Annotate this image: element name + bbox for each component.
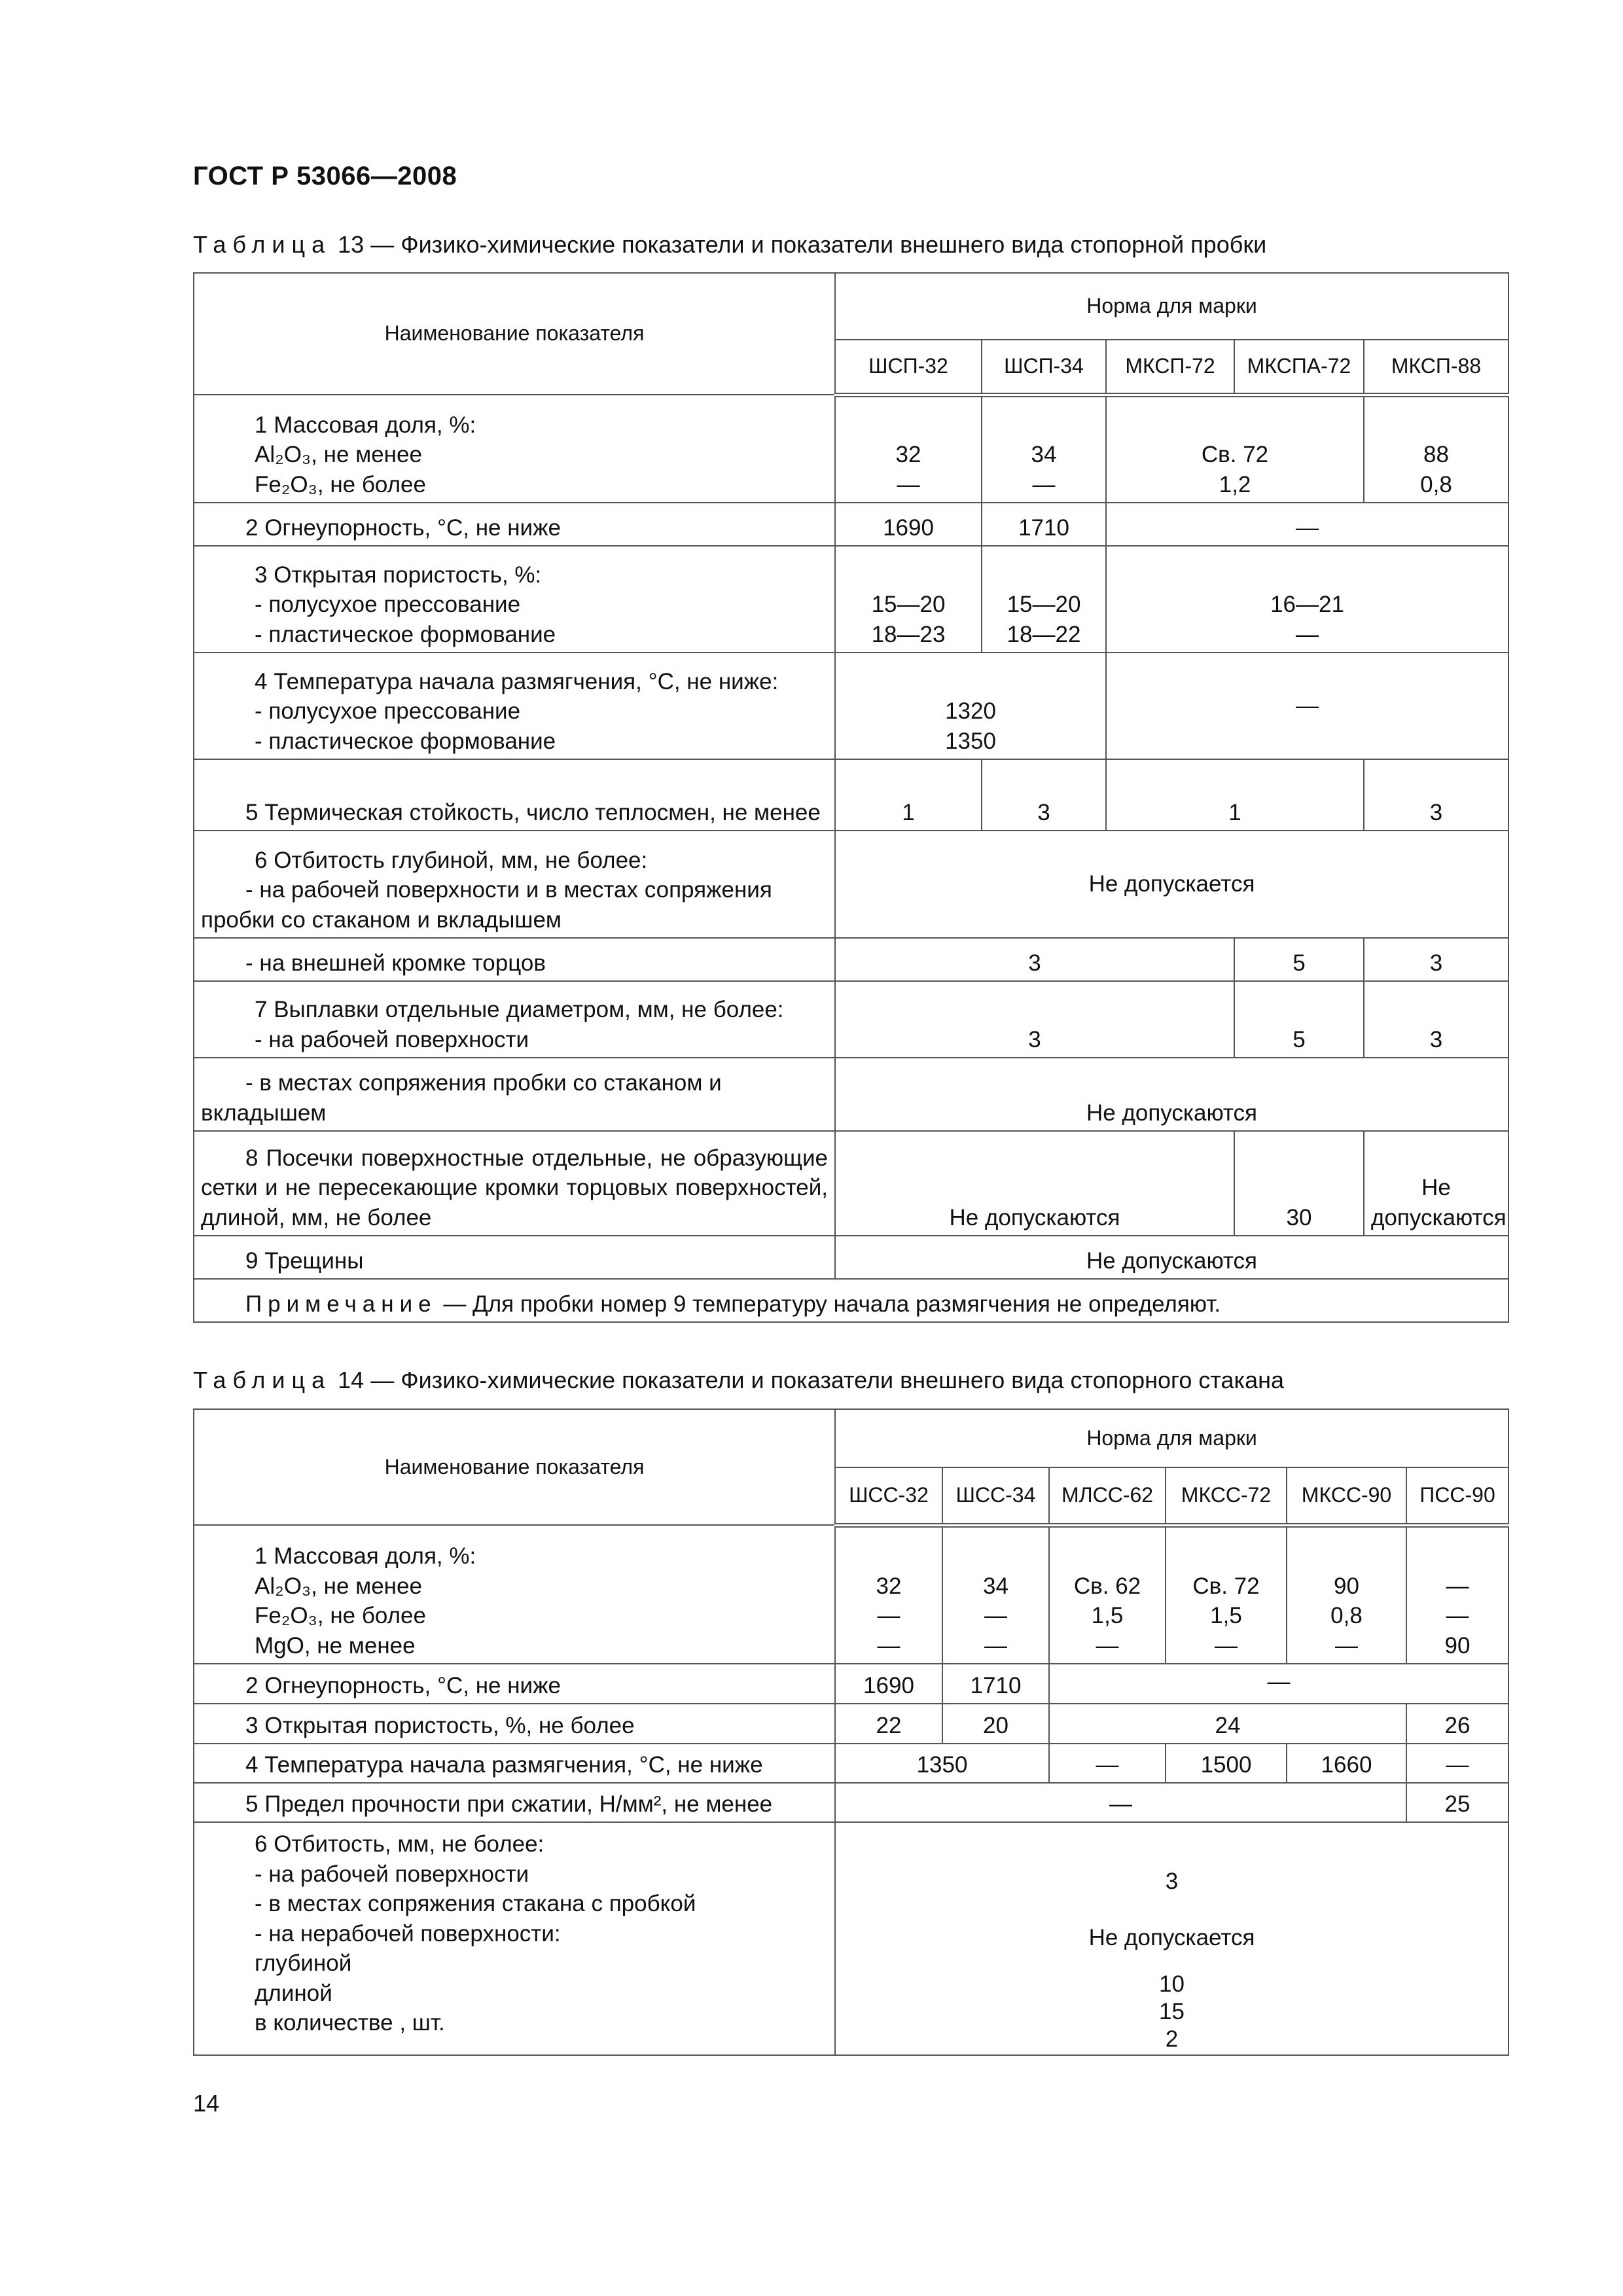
row-label-line: 6 Отбитость, мм, не более:	[255, 1831, 544, 1857]
table-cell: Не допускаются	[835, 1131, 1234, 1236]
cell-value: —	[1446, 1603, 1469, 1628]
grade-header: МКСПА-72	[1234, 340, 1364, 395]
grade-header: МКСС-90	[1287, 1467, 1406, 1525]
table-cell: 1	[1106, 759, 1364, 831]
table-cell	[1406, 1525, 1508, 1664]
table-cell: 1690	[835, 1664, 942, 1704]
document-code: ГОСТ Р 53066—2008	[193, 162, 457, 190]
table-cell: 1500	[1166, 1744, 1287, 1783]
table-row	[194, 1704, 1508, 1744]
cell-value: 90	[1334, 1573, 1359, 1599]
table-cell	[835, 1822, 1508, 2055]
cell-value: 18—22	[1007, 621, 1081, 647]
row-label-line: длиной	[255, 1980, 332, 2006]
table-cell: 5	[1234, 938, 1364, 981]
row-label: - на внешней кромке торцов	[194, 938, 835, 981]
grade-header: ПСС-90	[1406, 1467, 1508, 1525]
table13-head-row	[194, 273, 1508, 340]
table-row	[194, 759, 1508, 831]
grade-header: МКСП-88	[1364, 340, 1508, 395]
table-cell	[982, 546, 1106, 653]
row-label-line: - на нерабочей поверхности:	[255, 1920, 561, 1946]
grade-header: ШСС-32	[835, 1467, 942, 1525]
table-cell: 3	[982, 759, 1106, 831]
cell-value: Св. 62	[1073, 1573, 1141, 1599]
row-label	[194, 395, 835, 503]
table-cell: —	[1106, 653, 1508, 759]
cell-value: —	[1446, 1573, 1469, 1599]
cell-value: 1,2	[1219, 471, 1251, 497]
row-label: 3 Открытая пористость, %, не более	[194, 1704, 835, 1744]
table-cell	[835, 546, 982, 653]
table-cell	[1364, 395, 1508, 503]
table13-caption-text: 13 — Физико-химические показатели и показатели внешнего вида стопорной пробки	[331, 231, 1267, 258]
table14	[193, 1408, 1509, 2056]
table-row	[194, 981, 1508, 1058]
row-label: 2 Огнеупорность, °С, не ниже	[194, 1664, 835, 1704]
table14-head-norm: Норма для марки	[835, 1409, 1508, 1467]
table-row	[194, 1131, 1508, 1236]
cell-value: 32	[895, 442, 921, 467]
row-label-line: глубиной	[255, 1950, 352, 1976]
table-cell: 1710	[942, 1664, 1049, 1704]
cell-value: —	[1215, 1632, 1238, 1659]
row-label-line: - на рабочей поверхности и в местах сопряжения пробки со стаканом и вкладышем	[201, 877, 772, 933]
row-label-line: - полусухое прессование	[255, 698, 521, 724]
table-cell: 5	[1234, 981, 1364, 1058]
cell-value: 34	[983, 1573, 1008, 1599]
cell-value: —	[877, 1603, 901, 1628]
row-label-line: Al₂O₃, не менее	[255, 1573, 422, 1599]
table-cell: 25	[1406, 1783, 1508, 1822]
table-cell: Не допускаются	[835, 1058, 1508, 1131]
row-label: 5 Термическая стойкость, число теплосмен, не менее	[194, 759, 835, 831]
cell-value: Св. 72	[1201, 442, 1269, 467]
table-row	[194, 831, 1508, 938]
cell-value: 90	[1444, 1632, 1471, 1659]
cell-value: 1,5	[1091, 1603, 1124, 1628]
table-row	[194, 395, 1508, 503]
row-label-line: 4 Температура начала размягчения, °С, не ниже:	[255, 668, 779, 694]
table-cell: 22	[835, 1704, 942, 1744]
table-cell: 3	[1364, 938, 1508, 981]
cell-value: 15	[1159, 1999, 1185, 2024]
row-label-line: 7 Выплавки отдельные диаметром, мм, не более:	[255, 997, 784, 1022]
table-note	[194, 1279, 1508, 1322]
cell-value: —	[877, 1632, 901, 1659]
cell-value: —	[1032, 471, 1056, 497]
grade-header: МЛСС-62	[1049, 1467, 1166, 1525]
row-label	[194, 831, 835, 938]
table-cell	[835, 395, 982, 503]
grade-header: ШСС-34	[942, 1467, 1049, 1525]
table-cell: 3	[835, 981, 1234, 1058]
row-label-line: 3 Открытая пористость, %:	[255, 562, 542, 588]
table-cell: 1710	[982, 503, 1106, 546]
table-cell	[1106, 395, 1364, 503]
row-label-line: 1 Массовая доля, %:	[255, 412, 476, 438]
grade-header: ШСП-34	[982, 340, 1106, 395]
table13	[193, 272, 1509, 1323]
table-cell: —	[1049, 1664, 1508, 1704]
row-label: - в местах сопряжения пробки со стаканом и вкладышем	[194, 1058, 835, 1131]
row-label-line: - на рабочей поверхности	[255, 1026, 529, 1052]
table-cell	[1287, 1525, 1406, 1664]
table-cell: —	[1049, 1744, 1166, 1783]
table13-caption-word: Таблица	[193, 231, 332, 258]
table-row	[194, 546, 1508, 653]
row-label-line: Fe₂O₃, не более	[255, 1603, 426, 1628]
table-cell	[982, 395, 1106, 503]
note-text: — Для пробки номер 9 температуру начала размягчения не определяют.	[437, 1291, 1221, 1317]
table-cell: Не допускаются	[835, 1236, 1508, 1279]
row-label: 9 Трещины	[194, 1236, 835, 1279]
table-cell	[942, 1525, 1049, 1664]
table-cell: 20	[942, 1704, 1049, 1744]
page-number: 14	[193, 2090, 220, 2117]
cell-value: —	[1335, 1632, 1358, 1659]
table-cell: 1350	[835, 1744, 1049, 1783]
table-cell: 1	[835, 759, 982, 831]
row-label: 2 Огнеупорность, °С, не ниже	[194, 503, 835, 546]
table-cell: Не допускается	[835, 831, 1508, 938]
cell-value: 1320	[945, 698, 996, 724]
cell-value: Св. 72	[1192, 1573, 1260, 1599]
row-label	[194, 1822, 835, 2055]
cell-value: 3	[1165, 1869, 1179, 1894]
table13-head-norm: Норма для марки	[835, 273, 1508, 340]
table-cell: 30	[1234, 1131, 1364, 1236]
row-label-line: Fe₂O₃, не более	[255, 471, 426, 497]
row-label-line: - в местах сопряжения стакана с пробкой	[255, 1891, 696, 1916]
table-row	[194, 1236, 1508, 1279]
cell-value: 1350	[945, 728, 996, 754]
row-label-line: в количестве , шт.	[255, 2010, 445, 2036]
grade-header: ШСП-32	[835, 340, 982, 395]
cell-value: —	[984, 1632, 1007, 1659]
table-row	[194, 653, 1508, 759]
table13-head-name: Наименование показателя	[194, 273, 835, 395]
cell-value: —	[1096, 1632, 1119, 1659]
table-row	[194, 938, 1508, 981]
cell-value: 88	[1423, 442, 1449, 467]
cell-value: 15—20	[1007, 592, 1081, 617]
row-label	[194, 1525, 835, 1664]
cell-value: 18—23	[871, 621, 946, 647]
row-label: 5 Предел прочности при сжатии, Н/мм², не менее	[194, 1783, 835, 1822]
table-cell: 3	[1364, 759, 1508, 831]
row-label-line: - на рабочей поверхности	[255, 1861, 529, 1887]
note-word: Примечание	[245, 1291, 437, 1317]
table-cell	[1049, 1525, 1166, 1664]
table-cell: 1690	[835, 503, 982, 546]
cell-value: —	[897, 471, 920, 497]
row-label	[194, 981, 835, 1058]
table-cell: —	[1406, 1744, 1508, 1783]
cell-value: —	[984, 1603, 1007, 1628]
table13-caption	[193, 231, 1266, 259]
table14-head-name: Наименование показателя	[194, 1409, 835, 1525]
table14-caption-word: Таблица	[193, 1367, 332, 1393]
cell-value: 32	[876, 1573, 902, 1599]
table-row	[194, 1525, 1508, 1664]
table13-note-row	[194, 1279, 1508, 1322]
cell-value: Не допускается	[1088, 1924, 1255, 1950]
cell-value: 10	[1159, 1971, 1185, 1997]
table14-head-row	[194, 1409, 1508, 1467]
row-label-line: 6 Отбитость глубиной, мм, не более:	[255, 847, 648, 873]
row-label-line: Al₂O₃, не менее	[255, 442, 422, 467]
row-label	[194, 653, 835, 759]
row-label-line: MgO, не менее	[255, 1632, 416, 1659]
table-cell: —	[1106, 503, 1508, 546]
cell-value: 0,8	[1420, 471, 1452, 497]
table14-caption	[193, 1367, 1284, 1394]
row-label: 8 Посечки поверхностные отдельные, не образующие сетки и не пересекающие кромки торцовых поверхностей, длиной, мм, не более	[194, 1131, 835, 1236]
table-row	[194, 1822, 1508, 2055]
table-row	[194, 1744, 1508, 1783]
table-cell: —	[835, 1783, 1406, 1822]
grade-header: МКСП-72	[1106, 340, 1234, 395]
cell-value: 16—21	[1270, 592, 1344, 617]
cell-value: 2	[1165, 2026, 1179, 2052]
table-row	[194, 1664, 1508, 1704]
table-cell	[835, 653, 1106, 759]
cell-value: —	[1296, 621, 1319, 647]
table-cell	[835, 1525, 942, 1664]
cell-value: 1,5	[1210, 1603, 1242, 1628]
table-cell	[1106, 546, 1508, 653]
cell-value: 0,8	[1330, 1603, 1363, 1628]
table-row	[194, 1783, 1508, 1822]
row-label	[194, 546, 835, 653]
row-label-line: - полусухое прессование	[255, 592, 521, 617]
table-cell: Не допускаются	[1364, 1131, 1508, 1236]
row-label-line: - пластическое формование	[255, 728, 556, 754]
table-cell: 3	[1364, 981, 1508, 1058]
table-cell: 24	[1049, 1704, 1406, 1744]
table-row	[194, 503, 1508, 546]
table-row	[194, 1058, 1508, 1131]
table14-caption-text: 14 — Физико-химические показатели и показатели внешнего вида стопорного стакана	[331, 1367, 1284, 1393]
cell-value: 34	[1031, 442, 1057, 467]
table-cell: 1660	[1287, 1744, 1406, 1783]
table-cell: 26	[1406, 1704, 1508, 1744]
row-label-line: - пластическое формование	[255, 621, 556, 647]
grade-header: МКСС-72	[1166, 1467, 1287, 1525]
row-label: 4 Температура начала размягчения, °С, не ниже	[194, 1744, 835, 1783]
row-label-line: 1 Массовая доля, %:	[255, 1543, 476, 1569]
table-cell: 3	[835, 938, 1234, 981]
cell-value: 15—20	[871, 592, 946, 617]
table-cell	[1166, 1525, 1287, 1664]
